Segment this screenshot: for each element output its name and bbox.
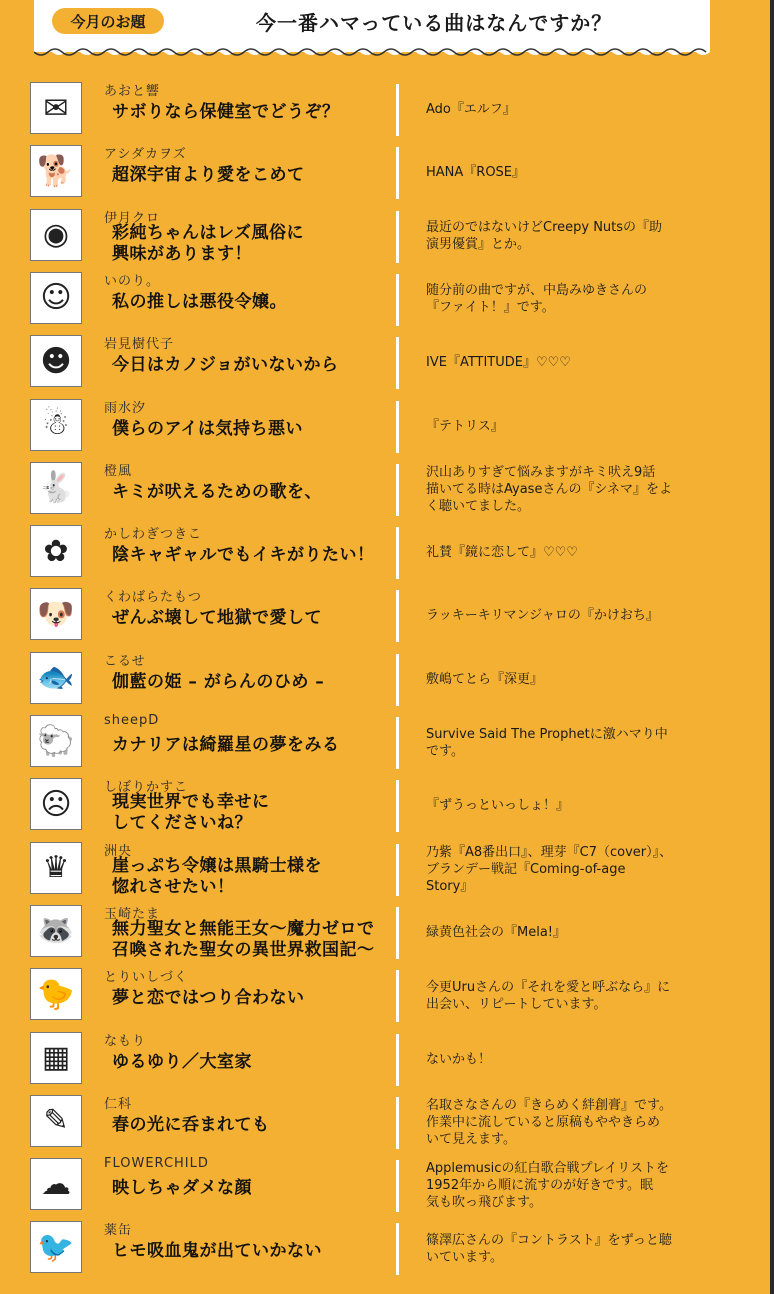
answer-text: 最近のではないけどCreepy Nutsの『助 演男優賞』とか。 (426, 220, 663, 253)
answer-text: 『ずうっといっしょ！』 (426, 798, 570, 814)
dog-icon: 🐶 (30, 588, 82, 640)
answer-text: Ado『エルフ』 (426, 102, 516, 117)
author-name: 玉崎たま (104, 906, 161, 922)
series-title: 映しちゃダメな顔 (112, 1178, 252, 1199)
ribbon-character-icon: ☃ (30, 399, 82, 451)
series-title: ゆるゆり／大室家 (112, 1051, 252, 1072)
author-name: しぼりかすこ (104, 780, 189, 796)
answer-text: Applemusicの紅白歌合戦プレイリストを 1952年から順に流すのが好きです。眠 気も吹っ飛びます。 (426, 1161, 670, 1211)
series-title: 陰キャギャルでもイキがりたい！ (112, 545, 375, 566)
column-divider (396, 1097, 399, 1149)
column-divider (396, 274, 399, 326)
sketch-face-icon: ✎ (30, 1095, 82, 1147)
fish-icon: 🐟 (30, 652, 82, 704)
blob-face-icon: ☹ (30, 778, 82, 830)
balloon-dog-icon: 🐕 (30, 145, 82, 197)
list-item (0, 901, 770, 964)
column-divider (396, 401, 399, 453)
series-title: 私の推しは悪役令嬢。 (112, 291, 287, 312)
series-title: 現実世界でも幸せに してくださいね？ (112, 792, 270, 834)
author-name: あおと響 (104, 84, 161, 99)
column-divider (396, 464, 399, 516)
column-divider (396, 84, 399, 136)
answer-text: Survive Said The Prophetに激ハマり中 です。 (426, 726, 668, 759)
answer-text: ないかも！ (426, 1051, 492, 1067)
list-item (0, 838, 770, 901)
rabbit-icon: 🐇 (30, 462, 82, 514)
pixel-face-icon: ▦ (30, 1032, 82, 1084)
column-divider (396, 211, 399, 263)
list-item (0, 964, 770, 1027)
series-title: 夢と恋ではつり合わない (112, 988, 305, 1009)
series-title: キミが吠えるための歌を、 (112, 481, 322, 502)
author-name: アシダカヲズ (104, 147, 187, 163)
series-title: 崖っぷち令嬢は黒騎士様を 惚れさせたい！ (112, 855, 322, 897)
author-name: 仁科 (104, 1096, 133, 1112)
girl-face-icon: ☻ (30, 335, 82, 387)
list-item (0, 711, 770, 774)
column-divider (396, 147, 399, 199)
column-divider (396, 970, 399, 1022)
author-name: sheepD (104, 713, 160, 728)
list-item (0, 78, 770, 141)
series-title: 今日はカノジョがいないから (112, 355, 339, 376)
answer-text: 今更Uruさんの『それを愛と呼ぶなら』に 出会い、リピートしています。 (426, 979, 671, 1012)
chick-icon: 🐤 (30, 968, 82, 1020)
column-divider (396, 654, 399, 706)
note-icon: ✉ (30, 82, 82, 134)
list-item (0, 268, 770, 331)
column-divider (396, 337, 399, 389)
list-item (0, 458, 770, 521)
answer-text: 礼賛『鏡に恋して』♡♡♡ (426, 545, 578, 561)
series-title: ぜんぶ壊して地獄で愛して (112, 608, 322, 629)
column-divider (396, 1034, 399, 1086)
answer-text: IVE『ATTITUDE』♡♡♡ (426, 355, 571, 371)
author-name: こるせ (104, 653, 146, 669)
author-name: 雨水汐 (104, 400, 147, 416)
sheep-icon: 🐑 (30, 715, 82, 767)
column-divider (396, 717, 399, 769)
author-name: なもり (104, 1033, 147, 1049)
series-title: 僕らのアイは気持ち悪い (112, 418, 303, 439)
column-divider (396, 1223, 399, 1275)
author-name: 洲央 (104, 843, 133, 859)
page-edge (770, 0, 774, 1294)
answer-text: 敷嶋てとら『深更』 (426, 671, 544, 687)
list-item (0, 1091, 770, 1154)
list-item (0, 205, 770, 268)
author-name: とりいしづく (104, 970, 189, 986)
column-divider (396, 527, 399, 579)
list-item (0, 1154, 770, 1217)
column-divider (396, 844, 399, 896)
list-item (0, 584, 770, 647)
list-item (0, 1217, 770, 1280)
author-name: 伊月クロ (104, 210, 161, 226)
author-name: FLOWERCHILD (104, 1156, 209, 1172)
can-icon: ◉ (30, 209, 82, 261)
column-divider (396, 1160, 399, 1212)
answer-text: 緑黄色社会の『Mela!』 (426, 924, 567, 940)
portrait-icon: ♛ (30, 842, 82, 894)
column-divider (396, 780, 399, 832)
theme-badge: 今月のお題 (52, 8, 164, 34)
list-item (0, 1028, 770, 1091)
list-item (0, 521, 770, 584)
raccoon-icon: 🦝 (30, 905, 82, 957)
series-title: 超深宇宙より愛をこめて (112, 165, 305, 186)
series-title: カナリアは綺羅星の夢をみる (112, 735, 340, 755)
list-item (0, 331, 770, 394)
series-title: 伽藍の姫 – がらんのひめ – (112, 671, 325, 692)
answer-text: 随分前の曲ですが、中島みゆきさんの 『ファイト！』です。 (426, 283, 648, 316)
header-wave-edge (34, 46, 710, 58)
series-title: ヒモ吸血鬼が出ていかない (112, 1241, 322, 1262)
list-item (0, 774, 770, 837)
poop-icon: ☁ (30, 1158, 82, 1210)
answer-text: 名取さなさんの『きらめく絆創膏』です。 作業中に流していると原稿もややきらめ いて見えます。 (426, 1097, 672, 1147)
character-icon: ☺ (30, 272, 82, 324)
gal-icon: ✿ (30, 525, 82, 577)
list-item (0, 648, 770, 711)
author-name: いのり。 (104, 273, 161, 289)
author-name: 薬缶 (104, 1223, 133, 1239)
author-name: かしわぎつきこ (104, 527, 203, 543)
answer-text: HANA『ROSE』 (426, 165, 526, 181)
series-title: 無力聖女と無能王女～魔力ゼロで 召喚された聖女の異世界救国記～ (112, 918, 375, 960)
answer-text: 乃紫『A8番出口』、理芽『C7（cover）』、 ブランデー戦記『Coming-of-age Story』 (426, 844, 673, 894)
answer-text: ラッキーキリマンジャロの『かけおち』 (426, 608, 659, 624)
bird-icon: 🐦 (30, 1221, 82, 1273)
series-title: 春の光に呑まれても (112, 1114, 270, 1135)
answer-text: 『テトリス』 (426, 418, 504, 434)
author-name: くわばらたもつ (104, 590, 203, 606)
author-name: 岩見樹代子 (104, 337, 175, 353)
author-name: 橙風 (104, 463, 133, 479)
series-title: 彩純ちゃんはレズ風俗に 興味があります！ (112, 222, 304, 264)
list-item (0, 395, 770, 458)
answer-text: 沢山ありすぎて悩みますがキミ吠え9話 描いてる時はAyaseさんの『シネマ』をよ く聴いてました。 (426, 464, 673, 514)
column-divider (396, 907, 399, 959)
answer-text: 篠澤広さんの『コントラスト』をずっと聴 いています。 (426, 1232, 672, 1265)
column-divider (396, 590, 399, 642)
page-title: 今一番ハマっている曲はなんですか？ (256, 10, 613, 35)
list-item (0, 141, 770, 204)
series-title: サボりなら保健室でどうぞ？ (112, 102, 340, 122)
